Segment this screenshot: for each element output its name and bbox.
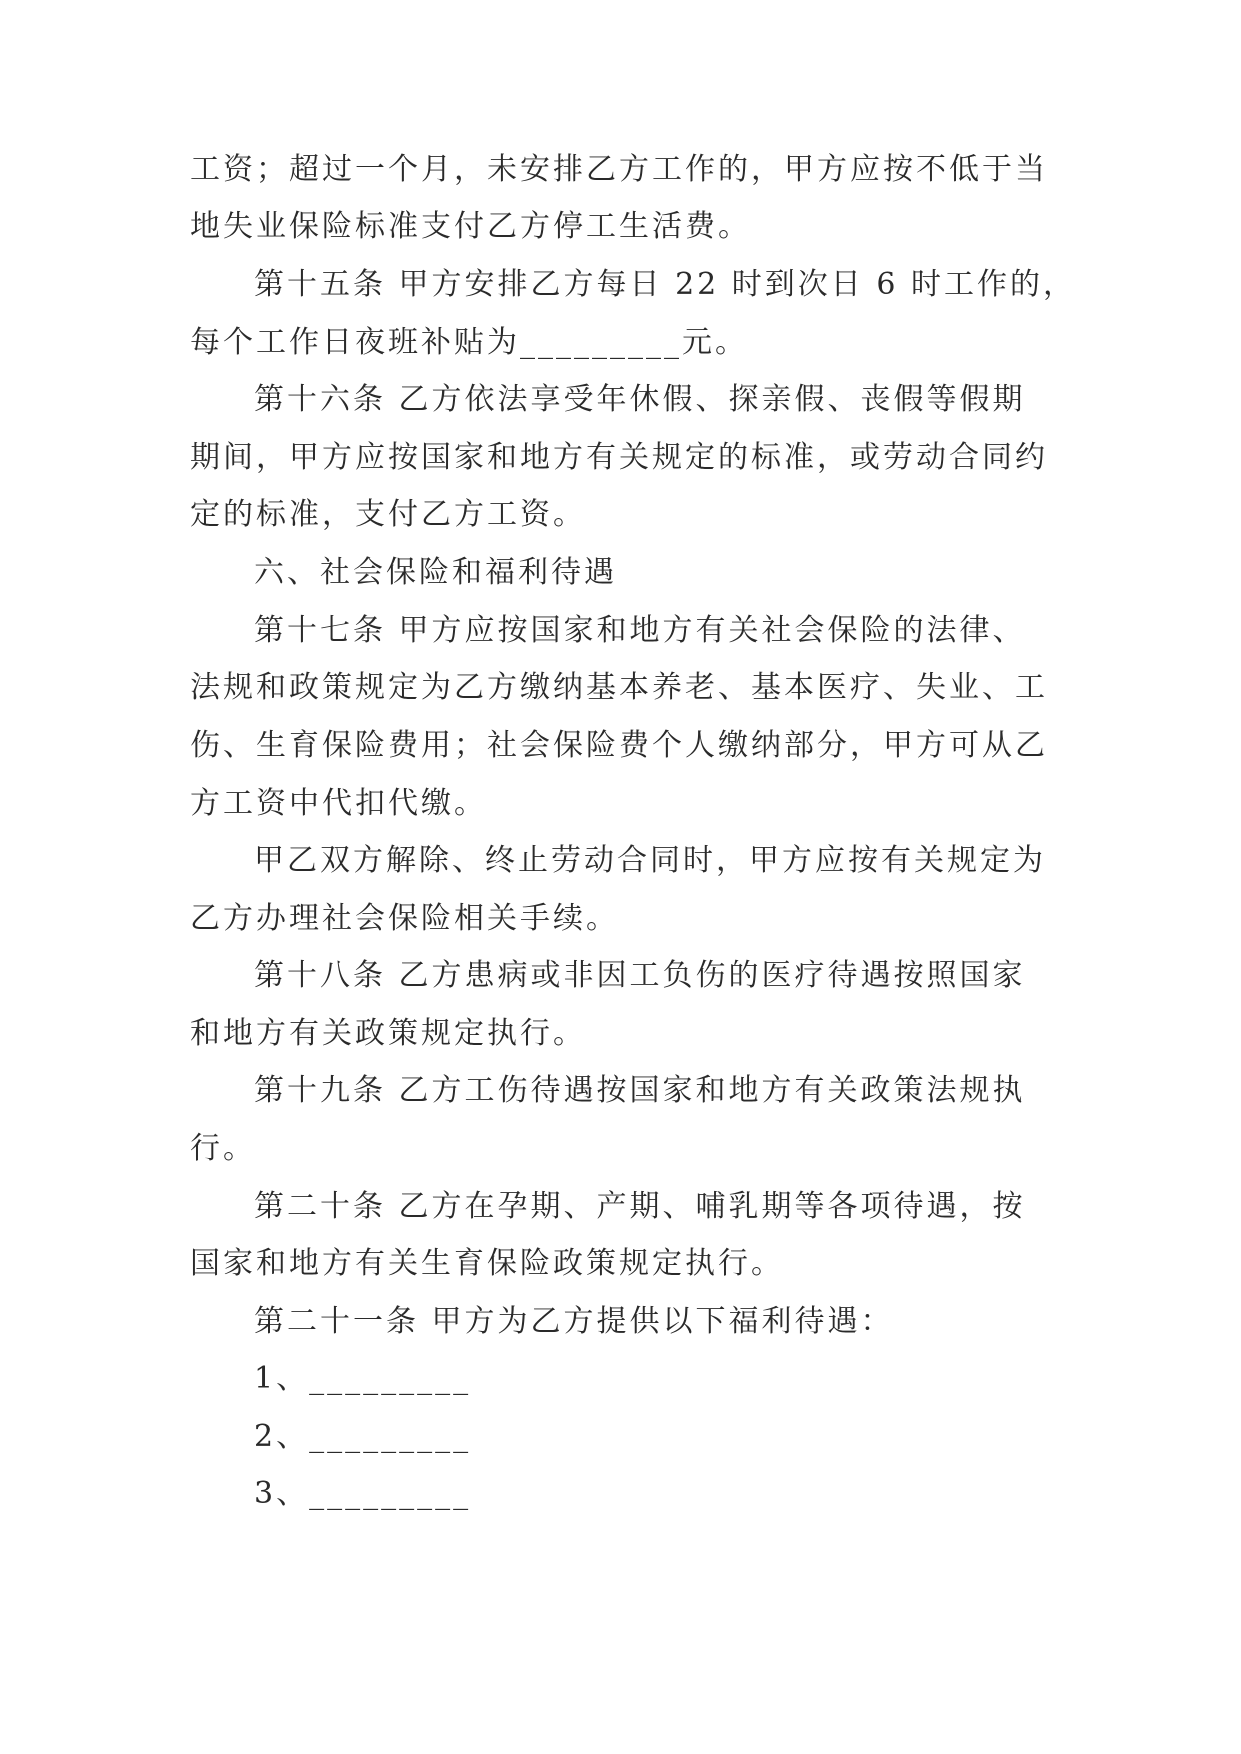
text-line: 每个工作日夜班补贴为_________元。	[190, 325, 748, 360]
text-line: 国家和地方有关生育保险政策规定执行。	[190, 1246, 784, 1281]
text-line: 期间，甲方应按国家和地方有关规定的标准，或劳动合同约	[190, 440, 1048, 475]
article-17-heading-line: 第十七条 甲方应按国家和地方有关社会保险的法律、	[254, 613, 1026, 648]
article-16-heading-line: 第十六条 乙方依法享受年休假、探亲假、丧假等假期	[254, 382, 1026, 417]
text-line: 法规和政策规定为乙方缴纳基本养老、基本医疗、失业、工	[190, 670, 1048, 705]
text-line: 乙方办理社会保险相关手续。	[190, 901, 619, 936]
article-15-heading-line: 第十五条 甲方安排乙方每日 22 时到次日 6 时工作的，	[254, 267, 1076, 302]
text-line: 定的标准，支付乙方工资。	[190, 497, 586, 532]
article-18-heading-line: 第十八条 乙方患病或非因工负伤的医疗待遇按照国家	[254, 958, 1026, 993]
text-line: 方工资中代扣代缴。	[190, 786, 487, 821]
article-20-heading-line: 第二十条 乙方在孕期、产期、哺乳期等各项待遇，按	[254, 1189, 1026, 1224]
section-heading: 六、社会保险和福利待遇	[254, 555, 617, 590]
benefit-item-1: 1、_________	[254, 1361, 472, 1396]
benefit-item-2: 2、_________	[254, 1419, 472, 1454]
text-line: 甲乙双方解除、终止劳动合同时，甲方应按有关规定为	[254, 843, 1046, 878]
article-19-heading-line: 第十九条 乙方工伤待遇按国家和地方有关政策法规执	[254, 1073, 1026, 1108]
text-line: 和地方有关政策规定执行。	[190, 1016, 586, 1051]
text-line: 伤、生育保险费用；社会保险费个人缴纳部分，甲方可从乙	[190, 728, 1048, 763]
article-21-heading-line: 第二十一条 甲方为乙方提供以下福利待遇：	[254, 1304, 894, 1339]
benefit-item-3: 3、_________	[254, 1476, 472, 1511]
text-line: 行。	[190, 1131, 256, 1166]
text-line: 地失业保险标准支付乙方停工生活费。	[190, 209, 751, 244]
text-line: 工资；超过一个月，未安排乙方工作的，甲方应按不低于当	[190, 152, 1048, 187]
